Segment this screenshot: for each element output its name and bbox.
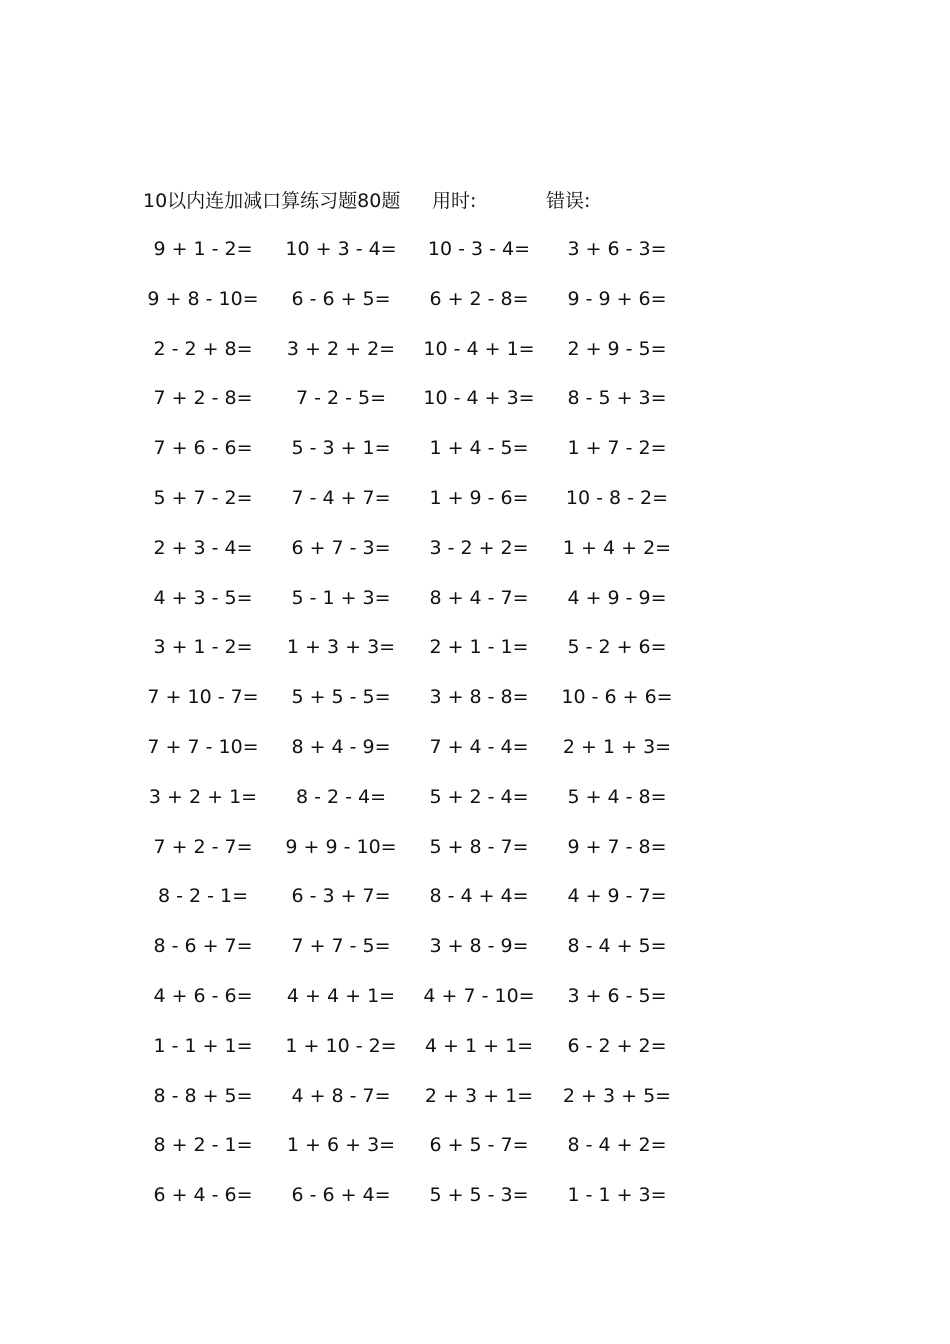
problem-cell: 7 + 10 - 7= [147, 686, 259, 709]
problem-cell: 5 + 8 - 7= [429, 835, 529, 858]
problem-cell: 7 + 7 - 5= [291, 935, 391, 958]
problem-cell: 5 - 3 + 1= [291, 437, 391, 460]
problem-row [0, 433, 950, 463]
problem-cell: 6 - 6 + 4= [291, 1184, 391, 1207]
problem-row [0, 1180, 950, 1210]
problem-cell: 8 + 4 - 9= [291, 736, 391, 758]
problem-cell: 6 - 6 + 5= [291, 287, 391, 310]
problem-cell: 3 + 8 - 8= [429, 686, 529, 709]
problem-cell: 1 + 10 - 2= [285, 1034, 397, 1057]
problem-row [0, 383, 950, 413]
problem-cell: 10 - 8 - 2= [565, 487, 669, 509]
problem-cell: 5 - 1 + 3= [291, 586, 391, 609]
problem-row [0, 632, 950, 662]
problem-cell: 6 + 4 - 6= [153, 1184, 253, 1207]
problem-row [0, 533, 950, 563]
problem-cell: 1 + 9 - 6= [429, 487, 529, 509]
problem-row [0, 931, 950, 961]
problem-cell: 7 + 4 - 4= [429, 736, 529, 758]
problem-cell: 2 - 2 + 8= [153, 337, 253, 360]
problem-cell: 7 + 7 - 10= [147, 736, 259, 758]
problem-row [0, 782, 950, 812]
problem-cell: 5 + 2 - 4= [429, 785, 529, 808]
time-used-label: 用时: [432, 190, 477, 212]
problem-row [0, 234, 950, 264]
problem-row [0, 1031, 950, 1061]
problem-cell: 6 + 7 - 3= [291, 536, 391, 559]
problem-cell: 9 + 7 - 8= [567, 835, 667, 858]
problem-cell: 2 + 1 + 3= [562, 736, 672, 758]
problem-cell: 10 + 3 - 4= [285, 238, 397, 260]
problem-cell: 3 + 6 - 5= [567, 985, 667, 1007]
problem-cell: 5 + 4 - 8= [567, 785, 667, 808]
problem-cell: 8 - 6 + 7= [153, 935, 253, 958]
problem-cell: 8 - 4 + 5= [567, 935, 667, 958]
problem-cell: 7 + 6 - 6= [153, 437, 253, 460]
problem-cell: 5 - 2 + 6= [567, 636, 667, 659]
problem-cell: 9 + 9 - 10= [285, 835, 397, 858]
problem-cell: 4 + 4 + 1= [286, 985, 396, 1007]
problem-cell: 6 + 5 - 7= [429, 1134, 529, 1157]
problem-cell: 2 + 3 + 5= [562, 1084, 672, 1107]
problem-cell: 5 + 5 - 5= [291, 686, 391, 709]
problem-cell: 1 + 6 + 3= [286, 1134, 396, 1157]
problem-cell: 1 - 1 + 3= [567, 1184, 667, 1207]
problem-row [0, 483, 950, 513]
problem-cell: 8 - 4 + 4= [429, 885, 529, 908]
worksheet-title: 10以内连加减口算练习题80题 [143, 190, 401, 212]
problem-cell: 4 + 9 - 9= [567, 586, 667, 609]
problem-cell: 1 + 7 - 2= [567, 437, 667, 460]
problem-cell: 2 + 3 + 1= [424, 1084, 534, 1107]
problem-row [0, 1081, 950, 1111]
problem-cell: 6 - 2 + 2= [567, 1034, 667, 1057]
problem-cell: 7 - 4 + 7= [291, 487, 391, 509]
problem-cell: 10 - 4 + 1= [423, 337, 535, 360]
problem-cell: 10 - 3 - 4= [427, 238, 531, 260]
problem-cell: 4 + 8 - 7= [291, 1084, 391, 1107]
problem-cell: 4 + 9 - 7= [567, 885, 667, 908]
problem-cell: 4 + 7 - 10= [423, 985, 535, 1007]
problem-cell: 8 - 5 + 3= [567, 387, 667, 410]
problem-cell: 8 - 4 + 2= [567, 1134, 667, 1157]
problem-cell: 2 + 3 - 4= [153, 536, 253, 559]
problem-cell: 9 - 9 + 6= [567, 287, 667, 310]
problem-cell: 8 + 2 - 1= [153, 1134, 253, 1157]
problem-cell: 8 - 2 - 1= [157, 885, 249, 908]
problem-row [0, 832, 950, 862]
problem-cell: 1 + 4 - 5= [429, 437, 529, 460]
problem-cell: 2 + 1 - 1= [429, 636, 529, 659]
problem-row [0, 284, 950, 314]
problem-cell: 3 - 2 + 2= [429, 536, 529, 559]
problem-cell: 6 - 3 + 7= [291, 885, 391, 908]
problem-cell: 4 + 6 - 6= [153, 985, 253, 1007]
problem-cell: 7 - 2 - 5= [295, 387, 387, 410]
problem-cell: 3 + 2 + 2= [286, 337, 396, 360]
problem-cell: 5 + 5 - 3= [429, 1184, 529, 1207]
problem-row [0, 732, 950, 762]
error-count-label: 错误: [546, 190, 591, 212]
problem-cell: 6 + 2 - 8= [429, 287, 529, 310]
problem-cell: 9 + 1 - 2= [153, 238, 253, 260]
problem-row [0, 981, 950, 1011]
problem-cell: 4 + 3 - 5= [153, 586, 253, 609]
problem-cell: 4 + 1 + 1= [424, 1034, 534, 1057]
problem-cell: 1 - 1 + 1= [153, 1034, 253, 1057]
problem-cell: 8 - 2 - 4= [295, 785, 387, 808]
problem-cell: 8 + 4 - 7= [429, 586, 529, 609]
problem-cell: 2 + 9 - 5= [567, 337, 667, 360]
problem-row [0, 1130, 950, 1160]
problem-cell: 3 + 2 + 1= [148, 785, 258, 808]
problem-cell: 3 + 1 - 2= [153, 636, 253, 659]
problem-cell: 1 + 3 + 3= [286, 636, 396, 659]
problem-cell: 1 + 4 + 2= [562, 536, 672, 559]
problem-row [0, 881, 950, 911]
problem-row [0, 334, 950, 364]
problem-cell: 7 + 2 - 7= [153, 835, 253, 858]
problem-cell: 7 + 2 - 8= [153, 387, 253, 410]
problem-cell: 5 + 7 - 2= [153, 487, 253, 509]
problem-row [0, 583, 950, 613]
problem-cell: 9 + 8 - 10= [147, 287, 259, 310]
problem-row [0, 682, 950, 712]
problem-cell: 3 + 8 - 9= [429, 935, 529, 958]
problem-cell: 10 - 4 + 3= [423, 387, 535, 410]
problem-cell: 10 - 6 + 6= [561, 686, 673, 709]
problem-cell: 3 + 6 - 3= [567, 238, 667, 260]
problem-cell: 8 - 8 + 5= [153, 1084, 253, 1107]
